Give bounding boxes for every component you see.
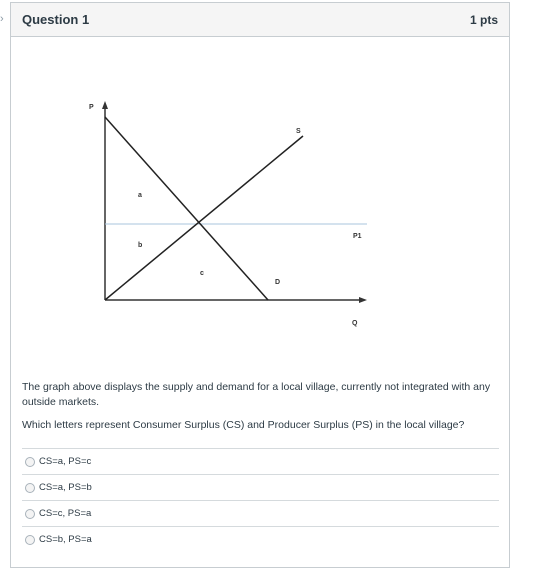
answer-option[interactable]: [22, 448, 499, 474]
answer-label[interactable]: CS=c, PS=a: [39, 508, 92, 519]
supply-label: S: [296, 128, 301, 135]
x-axis-label: Q: [352, 320, 358, 327]
question-prompt: Which letters represent Consumer Surplus (CS) and Producer Surplus (PS) in the local village?: [22, 419, 465, 431]
y-axis-label: P: [89, 104, 94, 111]
supply-curve: [105, 136, 303, 300]
answer-option[interactable]: [22, 474, 499, 500]
radio-button-icon[interactable]: [25, 535, 35, 545]
answer-label[interactable]: CS=a, PS=c: [39, 456, 92, 467]
radio-button-icon[interactable]: [25, 509, 35, 519]
demand-curve: [105, 117, 268, 300]
question-points: 1 pts: [469, 13, 498, 27]
p1-label: P1: [353, 233, 362, 240]
radio-button-icon[interactable]: [25, 457, 35, 467]
answer-option[interactable]: [22, 500, 499, 526]
area-label-b: b: [138, 242, 143, 249]
answer-label[interactable]: CS=b, PS=a: [39, 534, 92, 545]
radio-button-icon[interactable]: [25, 483, 35, 493]
x-axis-arrow-icon: [359, 297, 367, 303]
area-label-c: c: [200, 270, 204, 277]
answer-option[interactable]: [22, 526, 499, 552]
question-card: [10, 2, 510, 568]
answer-list: [22, 448, 499, 552]
collapse-arrow-icon[interactable]: ›: [0, 13, 4, 25]
question-description: The graph above displays the supply and demand for a local village, currently not integrated with any outside markets.: [22, 381, 491, 408]
question-title: Question 1: [22, 12, 90, 27]
y-axis-arrow-icon: [102, 101, 108, 109]
supply-demand-graph: [82, 93, 382, 333]
area-label-a: a: [138, 192, 142, 199]
demand-label: D: [275, 279, 281, 286]
question-header: [11, 3, 509, 37]
answer-label[interactable]: CS=a, PS=b: [39, 482, 92, 493]
